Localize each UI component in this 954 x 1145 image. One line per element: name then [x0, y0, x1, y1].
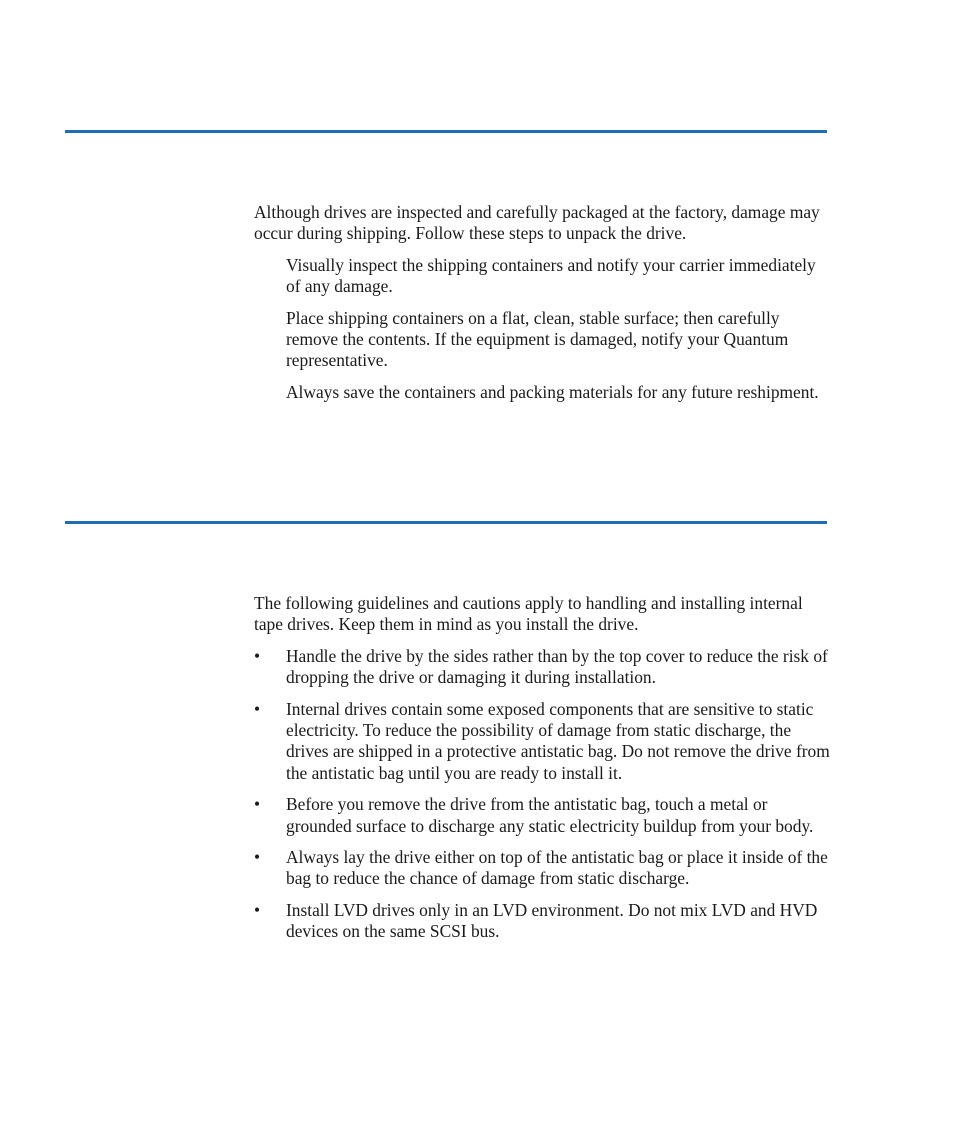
- list-item-text: Always lay the drive either on top of the antistatic bag or place it inside of the bag to reduce the chance of damage from static discharge.: [286, 847, 828, 889]
- unpacking-intro: Although drives are inspected and carefully packaged at the factory, damage may occur during shipping. Follow these steps to unpack the drive.: [254, 202, 820, 244]
- list-item-text: Internal drives contain some exposed components that are sensitive to static electricity. To reduce the possibility of damage from static discharge, the drives are shipped in a protective antistatic bag. Do not remove the drive from the antistatic bag until you are ready to install it.: [286, 698, 830, 783]
- handling-intro: The following guidelines and cautions apply to handling and installing internal tape drives. Keep them in mind as you install the drive.: [254, 593, 803, 635]
- list-item: [254, 847, 834, 890]
- list-item: [254, 308, 834, 372]
- unpacking-steps: [254, 255, 834, 403]
- list-item: [254, 255, 834, 298]
- list-item-text: Handle the drive by the sides rather than by the top cover to reduce the risk of dropping the drive or damaging it during installation.: [286, 645, 828, 688]
- list-item: [254, 900, 834, 943]
- unpacking-section: [254, 202, 834, 413]
- section-divider-handling: [65, 521, 827, 524]
- list-item: [254, 646, 834, 689]
- list-item: [254, 382, 834, 403]
- list-item: [254, 794, 834, 837]
- list-item-text: Visually inspect the shipping containers and notify your carrier immediately of any damage.: [286, 254, 816, 297]
- bullet-icon: •: [254, 794, 261, 815]
- bullet-icon: •: [254, 645, 261, 666]
- list-item-text: Install LVD drives only in an LVD environment. Do not mix LVD and HVD devices on the same SCSI bus.: [286, 899, 818, 942]
- bullet-icon: •: [254, 899, 261, 920]
- list-item: [254, 699, 834, 785]
- handling-guidelines: [254, 646, 834, 943]
- list-item-text: Place shipping containers on a flat, clean, stable surface; then carefully remove the contents. If the equipment is damaged, notify your Quantum representative.: [286, 307, 789, 371]
- bullet-icon: •: [254, 847, 261, 868]
- list-item-text: Before you remove the drive from the antistatic bag, touch a metal or grounded surface to discharge any static electricity buildup from your body.: [286, 794, 814, 836]
- handling-section: [254, 593, 834, 953]
- section-divider-unpacking: [65, 130, 827, 133]
- list-item-text: Always save the containers and packing materials for any future reshipment.: [286, 381, 819, 402]
- bullet-icon: •: [254, 698, 261, 719]
